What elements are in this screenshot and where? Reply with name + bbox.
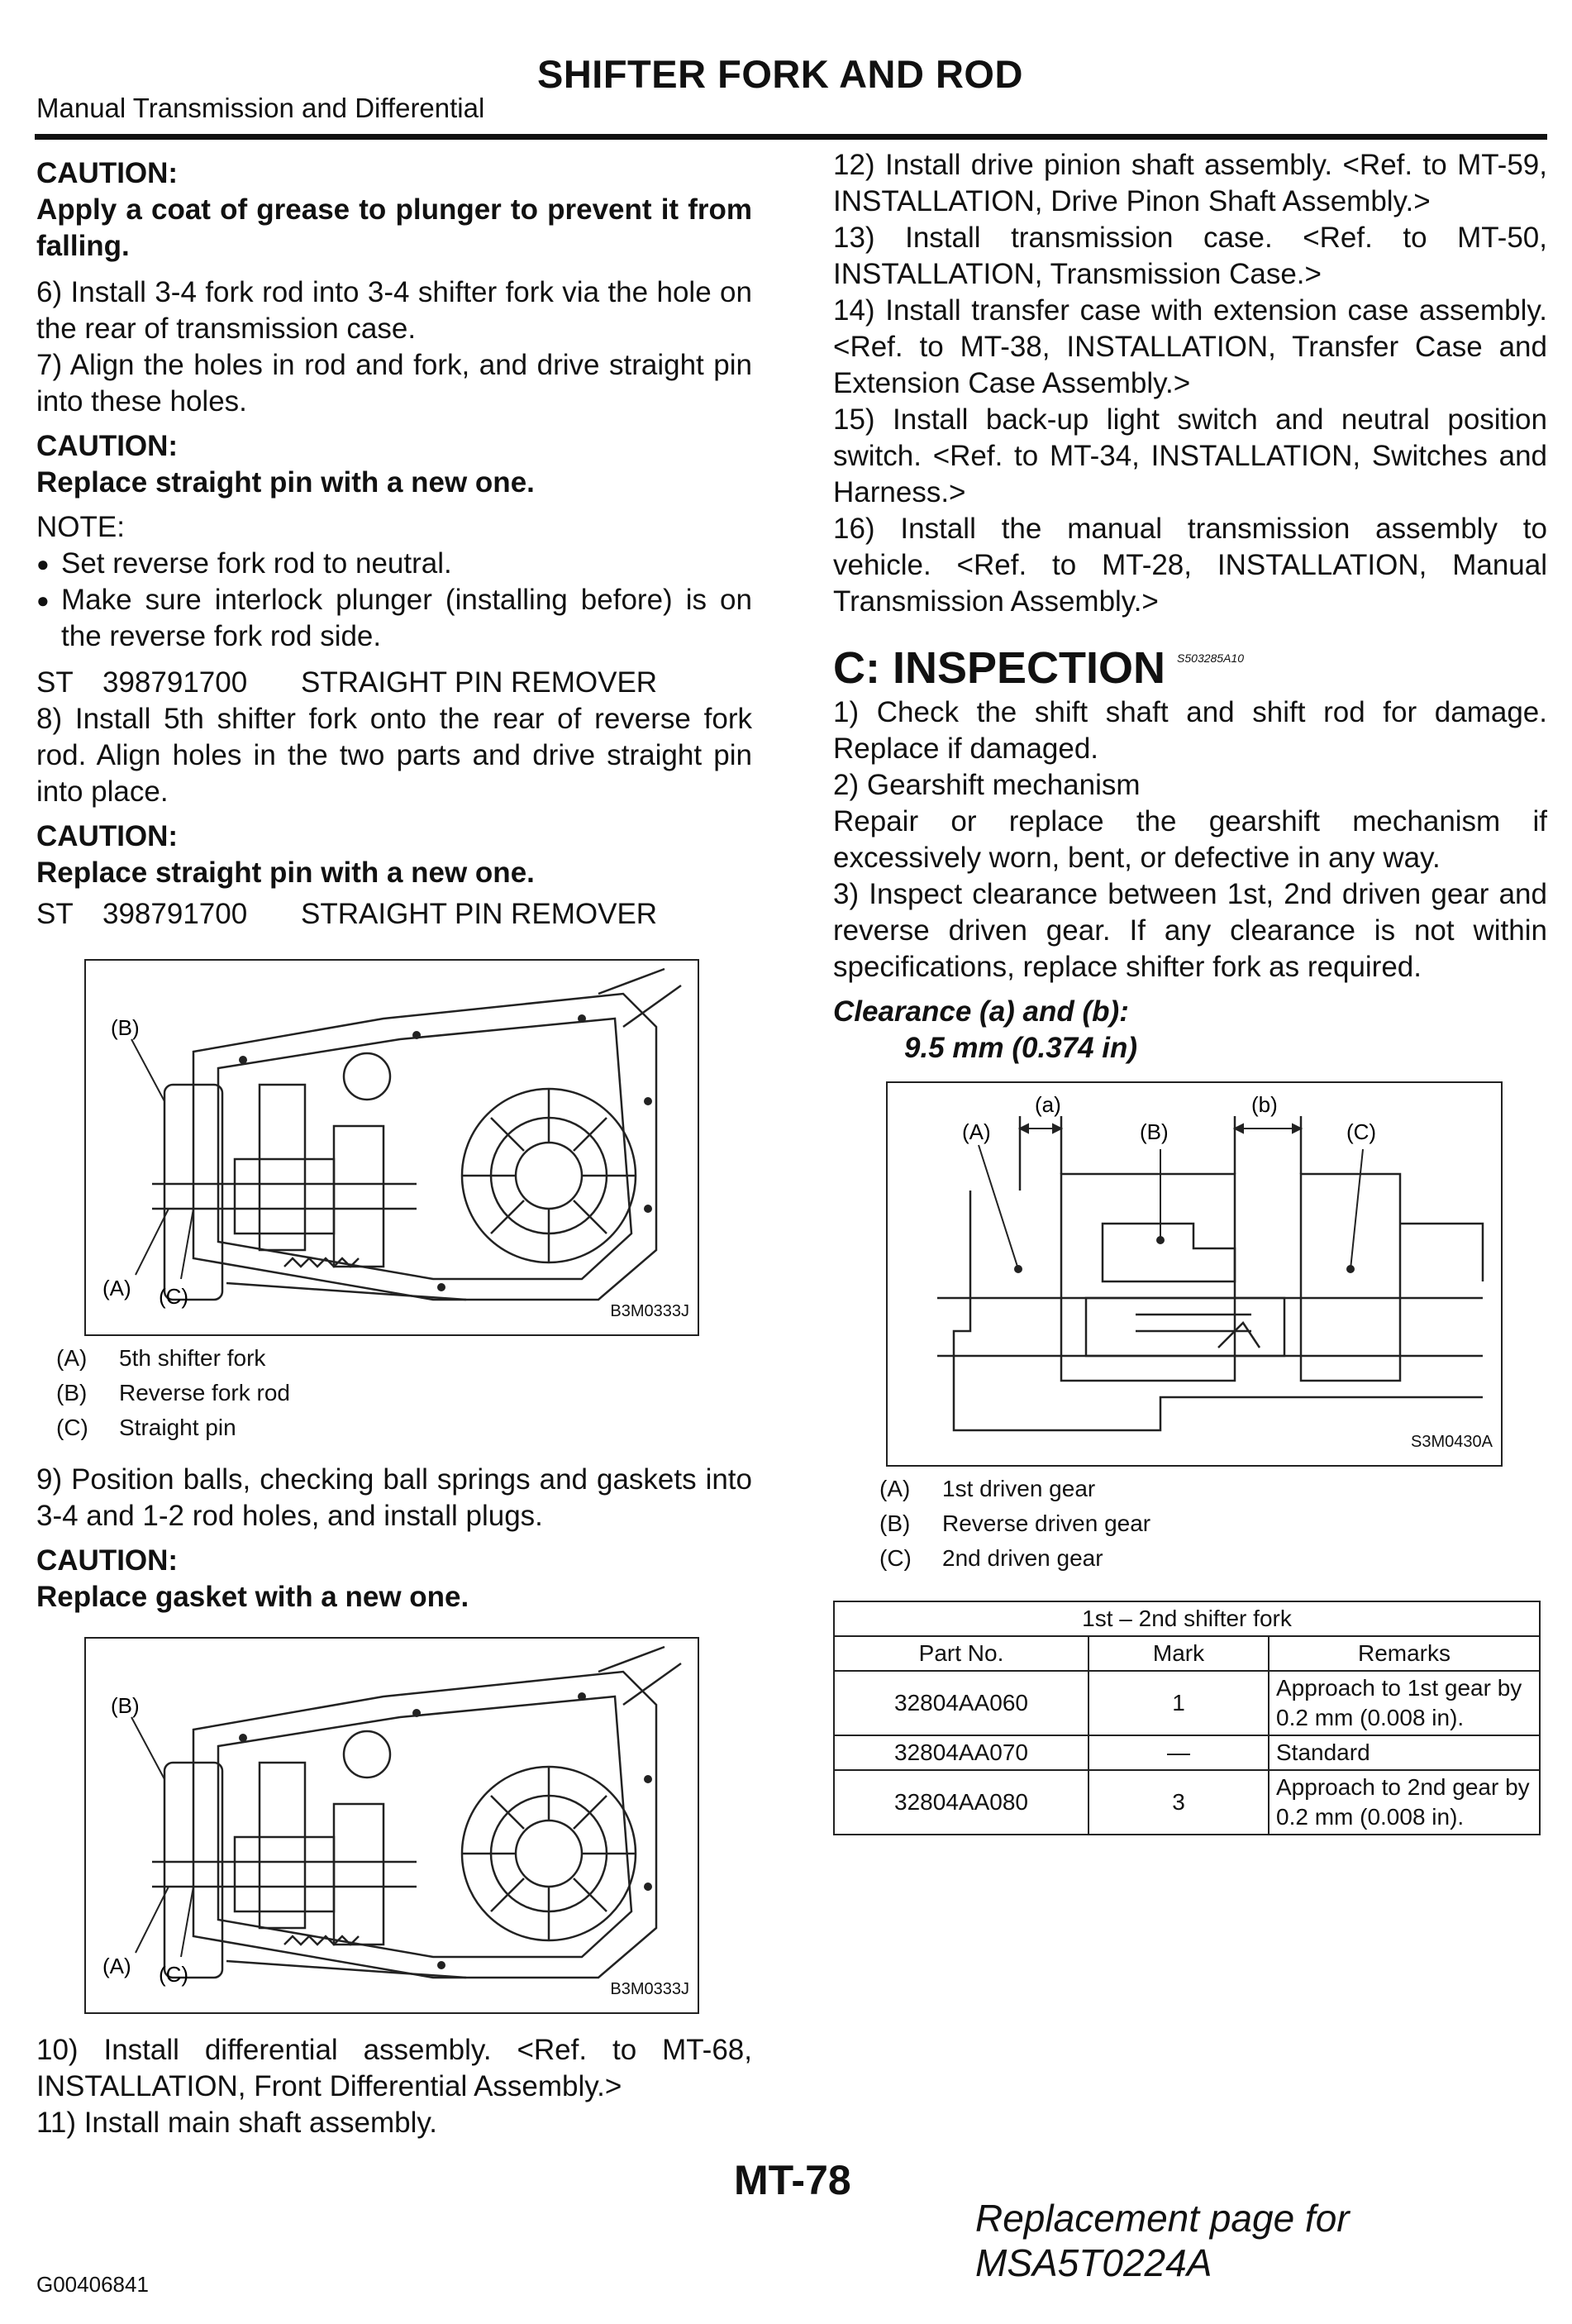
- gear-clearance-illustration: [888, 1083, 1501, 1465]
- legend-item: (C) 2nd driven gear: [879, 1545, 1103, 1571]
- table-row: [834, 1671, 1540, 1735]
- table-header-row: [834, 1636, 1540, 1671]
- step-15: 15) Install back-up light switch and neutral position switch. <Ref. to MT-34, INSTALLATION, Switches and Harness.>: [833, 403, 1547, 508]
- part-number: 32804AA060: [834, 1671, 1088, 1735]
- inspection-step-1: 1) Check the shift shaft and shift rod for damage. Replace if damaged.: [833, 696, 1547, 765]
- header-rule: [35, 134, 1547, 140]
- part-number: 32804AA070: [834, 1735, 1088, 1770]
- step-8: 8) Install 5th shifter fork onto the rear of reverse fork rod. Align holes in the two parts and drive straight pin into place.: [36, 703, 752, 808]
- callout-A: (A): [962, 1119, 991, 1144]
- callout-C: (C): [1346, 1119, 1377, 1144]
- part-number: 32804AA080: [834, 1770, 1088, 1835]
- remarks: Approach to 2nd gear by 0.2 mm (0.008 in).: [1269, 1770, 1540, 1835]
- column-header: Part No.: [834, 1636, 1088, 1671]
- step-6: 6) Install 3-4 fork rod into 3-4 shifter fork via the hole on the rear of transmission case.: [36, 276, 752, 345]
- callout-c: (C): [159, 1962, 189, 1987]
- caution-text: Replace straight pin with a new one.: [36, 857, 535, 889]
- transmission-figure: [84, 959, 699, 1336]
- legend-item: (B) Reverse fork rod: [56, 1380, 290, 1405]
- figure-code: S3M0430A: [1411, 1433, 1493, 1451]
- callout-a-small: (a): [1035, 1092, 1061, 1117]
- clearance-value: 9.5 mm (0.374 in): [904, 1032, 1138, 1064]
- caution-heading: CAUTION:: [36, 820, 179, 852]
- column-header: Mark: [1088, 1636, 1269, 1671]
- table-title: 1st – 2nd shifter fork: [834, 1601, 1540, 1636]
- legend-item: (A) 5th shifter fork: [56, 1345, 266, 1371]
- caution-text: Replace straight pin with a new one.: [36, 466, 535, 499]
- document-id: G00406841: [36, 2272, 149, 2297]
- page-number: MT-78: [734, 2157, 851, 2203]
- replacement-note: Replacement page for MSA5T0224A: [975, 2197, 1350, 2284]
- table-title-row: [834, 1601, 1540, 1636]
- legend-item: (C) Straight pin: [56, 1415, 236, 1440]
- gear-clearance-figure: [886, 1081, 1503, 1467]
- clearance-label: Clearance (a) and (b):: [833, 995, 1129, 1028]
- legend-item: (B) Reverse driven gear: [879, 1510, 1151, 1536]
- step-10: 10) Install differential assembly. <Ref. to MT-68, INSTALLATION, Front Differential Assembly.>: [36, 2034, 752, 2102]
- step-16: 16) Install the manual transmission assembly to vehicle. <Ref. to MT-28, INSTALLATION, Manual Transmission Assembly.>: [833, 513, 1547, 618]
- section-subtitle: Manual Transmission and Differential: [36, 93, 485, 123]
- callout-c: (C): [159, 1284, 189, 1309]
- section-heading: C: INSPECTION S503285A10: [833, 643, 1244, 693]
- table-row: [834, 1735, 1540, 1770]
- remarks: Approach to 1st gear by 0.2 mm (0.008 in).: [1269, 1671, 1540, 1735]
- legend-item: (A) 1st driven gear: [879, 1476, 1096, 1501]
- figure-code: B3M0333J: [610, 1980, 689, 1998]
- transmission-illustration: [86, 1639, 698, 2012]
- remarks: Standard: [1269, 1735, 1540, 1770]
- callout-b: (B): [111, 1015, 140, 1040]
- step-12: 12) Install drive pinion shaft assembly. <Ref. to MT-59, INSTALLATION, Drive Pinon Shaft Assembly.>: [833, 149, 1547, 217]
- note-item: ● Set reverse fork rod to neutral.: [36, 547, 452, 580]
- callout-b-small: (b): [1251, 1092, 1278, 1117]
- table-row: [834, 1770, 1540, 1835]
- caution-heading: CAUTION:: [36, 430, 179, 462]
- caution-heading: CAUTION:: [36, 157, 179, 189]
- caution-text: Replace gasket with a new one.: [36, 1581, 469, 1613]
- inspection-step-2-text: Repair or replace the gearshift mechanism if excessively worn, bent, or defective in any way.: [833, 805, 1547, 874]
- right-column: [833, 147, 1547, 1835]
- figure-legend: [50, 1341, 752, 1445]
- special-tool-line: ST 398791700 STRAIGHT PIN REMOVER: [36, 666, 658, 699]
- step-11: 11) Install main shaft assembly.: [36, 2107, 438, 2139]
- step-7: 7) Align the holes in rod and fork, and drive straight pin into these holes.: [36, 349, 752, 418]
- callout-a: (A): [102, 1954, 131, 1978]
- step-9: 9) Position balls, checking ball springs and gaskets into 3-4 and 1-2 rod holes, and install plugs.: [36, 1463, 752, 1532]
- transmission-figure: [84, 1637, 699, 2014]
- step-13: 13) Install transmission case. <Ref. to MT-50, INSTALLATION, Transmission Case.>: [833, 222, 1547, 290]
- caution-text: Apply a coat of grease to plunger to prevent it from falling.: [36, 193, 752, 262]
- inspection-step-3: 3) Inspect clearance between 1st, 2nd driven gear and reverse driven gear. If any clearance is not within specifications, replace shifter fork as required.: [833, 878, 1547, 983]
- page-title: SHIFTER FORK AND ROD: [537, 52, 1023, 96]
- mark: —: [1088, 1735, 1269, 1770]
- mark: 3: [1088, 1770, 1269, 1835]
- transmission-illustration: [86, 961, 698, 1334]
- figure-legend: [873, 1472, 1547, 1576]
- left-column: [36, 147, 752, 2141]
- mark: 1: [1088, 1671, 1269, 1735]
- note-item: ● Make sure interlock plunger (installing before) is on the reverse fork rod side.: [36, 584, 752, 652]
- step-14: 14) Install transfer case with extension case assembly. <Ref. to MT-38, INSTALLATION, Transfer Case and Extension Case Assembly.>: [833, 294, 1547, 399]
- callout-B: (B): [1140, 1119, 1169, 1144]
- shifter-fork-table: [833, 1601, 1541, 1835]
- special-tool-line: ST 398791700 STRAIGHT PIN REMOVER: [36, 898, 658, 930]
- callout-a: (A): [102, 1276, 131, 1300]
- note-heading: NOTE:: [36, 511, 125, 543]
- column-header: Remarks: [1269, 1636, 1540, 1671]
- inspection-step-2: 2) Gearshift mechanism: [833, 769, 1141, 801]
- callout-b: (B): [111, 1693, 140, 1718]
- caution-heading: CAUTION:: [36, 1544, 179, 1577]
- figure-code: B3M0333J: [610, 1302, 689, 1320]
